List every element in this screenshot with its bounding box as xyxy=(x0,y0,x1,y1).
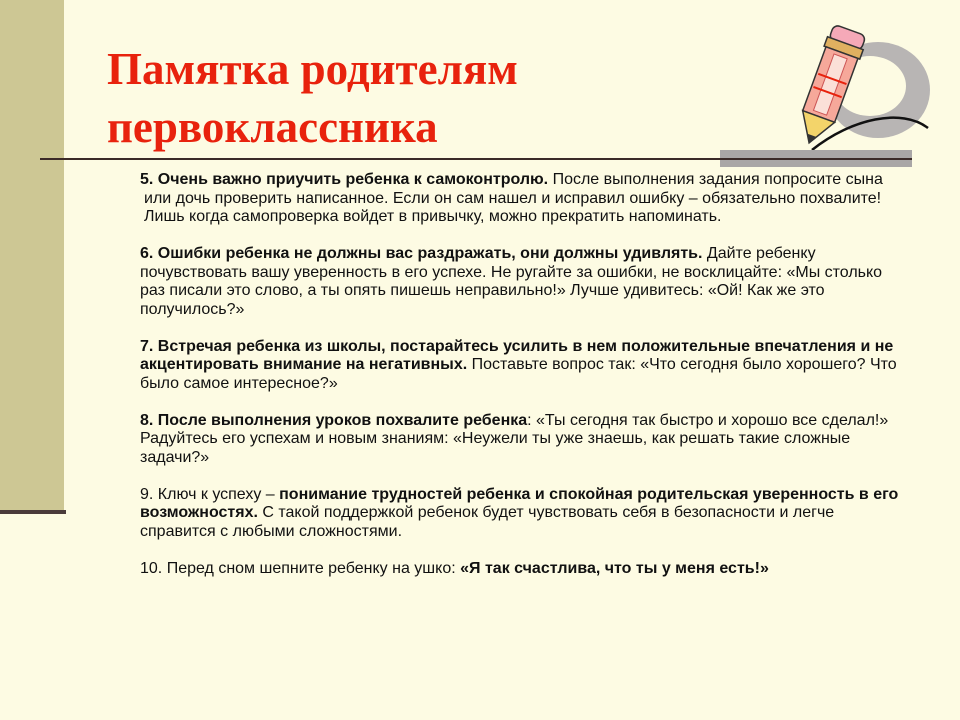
tip-7-text: Поставьте вопрос так: «Что сегодня было хорошего? Что было самое интересное?» xyxy=(140,356,897,392)
tip-7 xyxy=(140,338,900,394)
tip-10-intro: 10. Перед сном шепните ребенку на ушко: xyxy=(140,559,461,577)
sidebar-bottom-rule xyxy=(0,510,66,514)
pencil-icon xyxy=(752,18,932,153)
tip-10 xyxy=(140,560,900,579)
tip-5 xyxy=(140,171,900,227)
tip-8-text: : «Ты сегодня так быстро и хорошо все сделал!» Радуйтесь его успехам и новым знаниям: «Неужели ты уже знаешь, как решать такие сложные задачи?» xyxy=(140,411,889,466)
tip-5-text: После выполнения задания попросите сына или дочь проверить написанное. Если он сам нашел и исправил ошибку – обязательно похвалите! Лишь когда самопроверка войдет в привычку, можно прекратить напоминать. xyxy=(144,171,883,225)
tip-6-text: Дайте ребенку почувствовать вашу уверенность в его успехе. Не ругайте за ошибки, не восклицайте: «Мы столько раз писали это слово, а ты опять пишешь неправильно!» Лучше удивитесь: «Ой! Как же это получилось?» xyxy=(140,245,883,318)
tips-list xyxy=(140,171,900,597)
title-divider xyxy=(40,158,912,160)
tip-8-heading: 8. После выполнения уроков похвалите ребенка xyxy=(140,411,528,429)
tip-7-heading: 7. Встречая ребенка из школы, постарайтесь усилить в нем положительные впечатления и не акцентировать внимание на негативных. xyxy=(140,337,894,373)
tip-5-heading: 5. Очень важно приучить ребенка к самоконтролю. xyxy=(140,171,549,188)
tip-8 xyxy=(140,412,900,468)
tip-6-heading: 6. Ошибки ребенка не должны вас раздражать, они должны удивлять. xyxy=(140,245,703,262)
tip-9-text: С такой поддержкой ребенок будет чувствовать себя в безопасности и легче справится с любыми сложностями. xyxy=(140,504,835,540)
tip-9-heading: понимание трудностей ребенка и спокойная родительская уверенность в его возможностях. xyxy=(140,485,899,521)
slide-title: Памятка родителям первоклассника xyxy=(107,44,518,152)
tip-10-heading: «Я так счастлива, что ты у меня есть!» xyxy=(460,559,769,577)
tip-9 xyxy=(140,486,900,542)
tip-6 xyxy=(140,245,900,319)
left-sidebar-band xyxy=(0,0,64,512)
tip-9-intro: 9. Ключ к успеху – xyxy=(140,485,280,503)
